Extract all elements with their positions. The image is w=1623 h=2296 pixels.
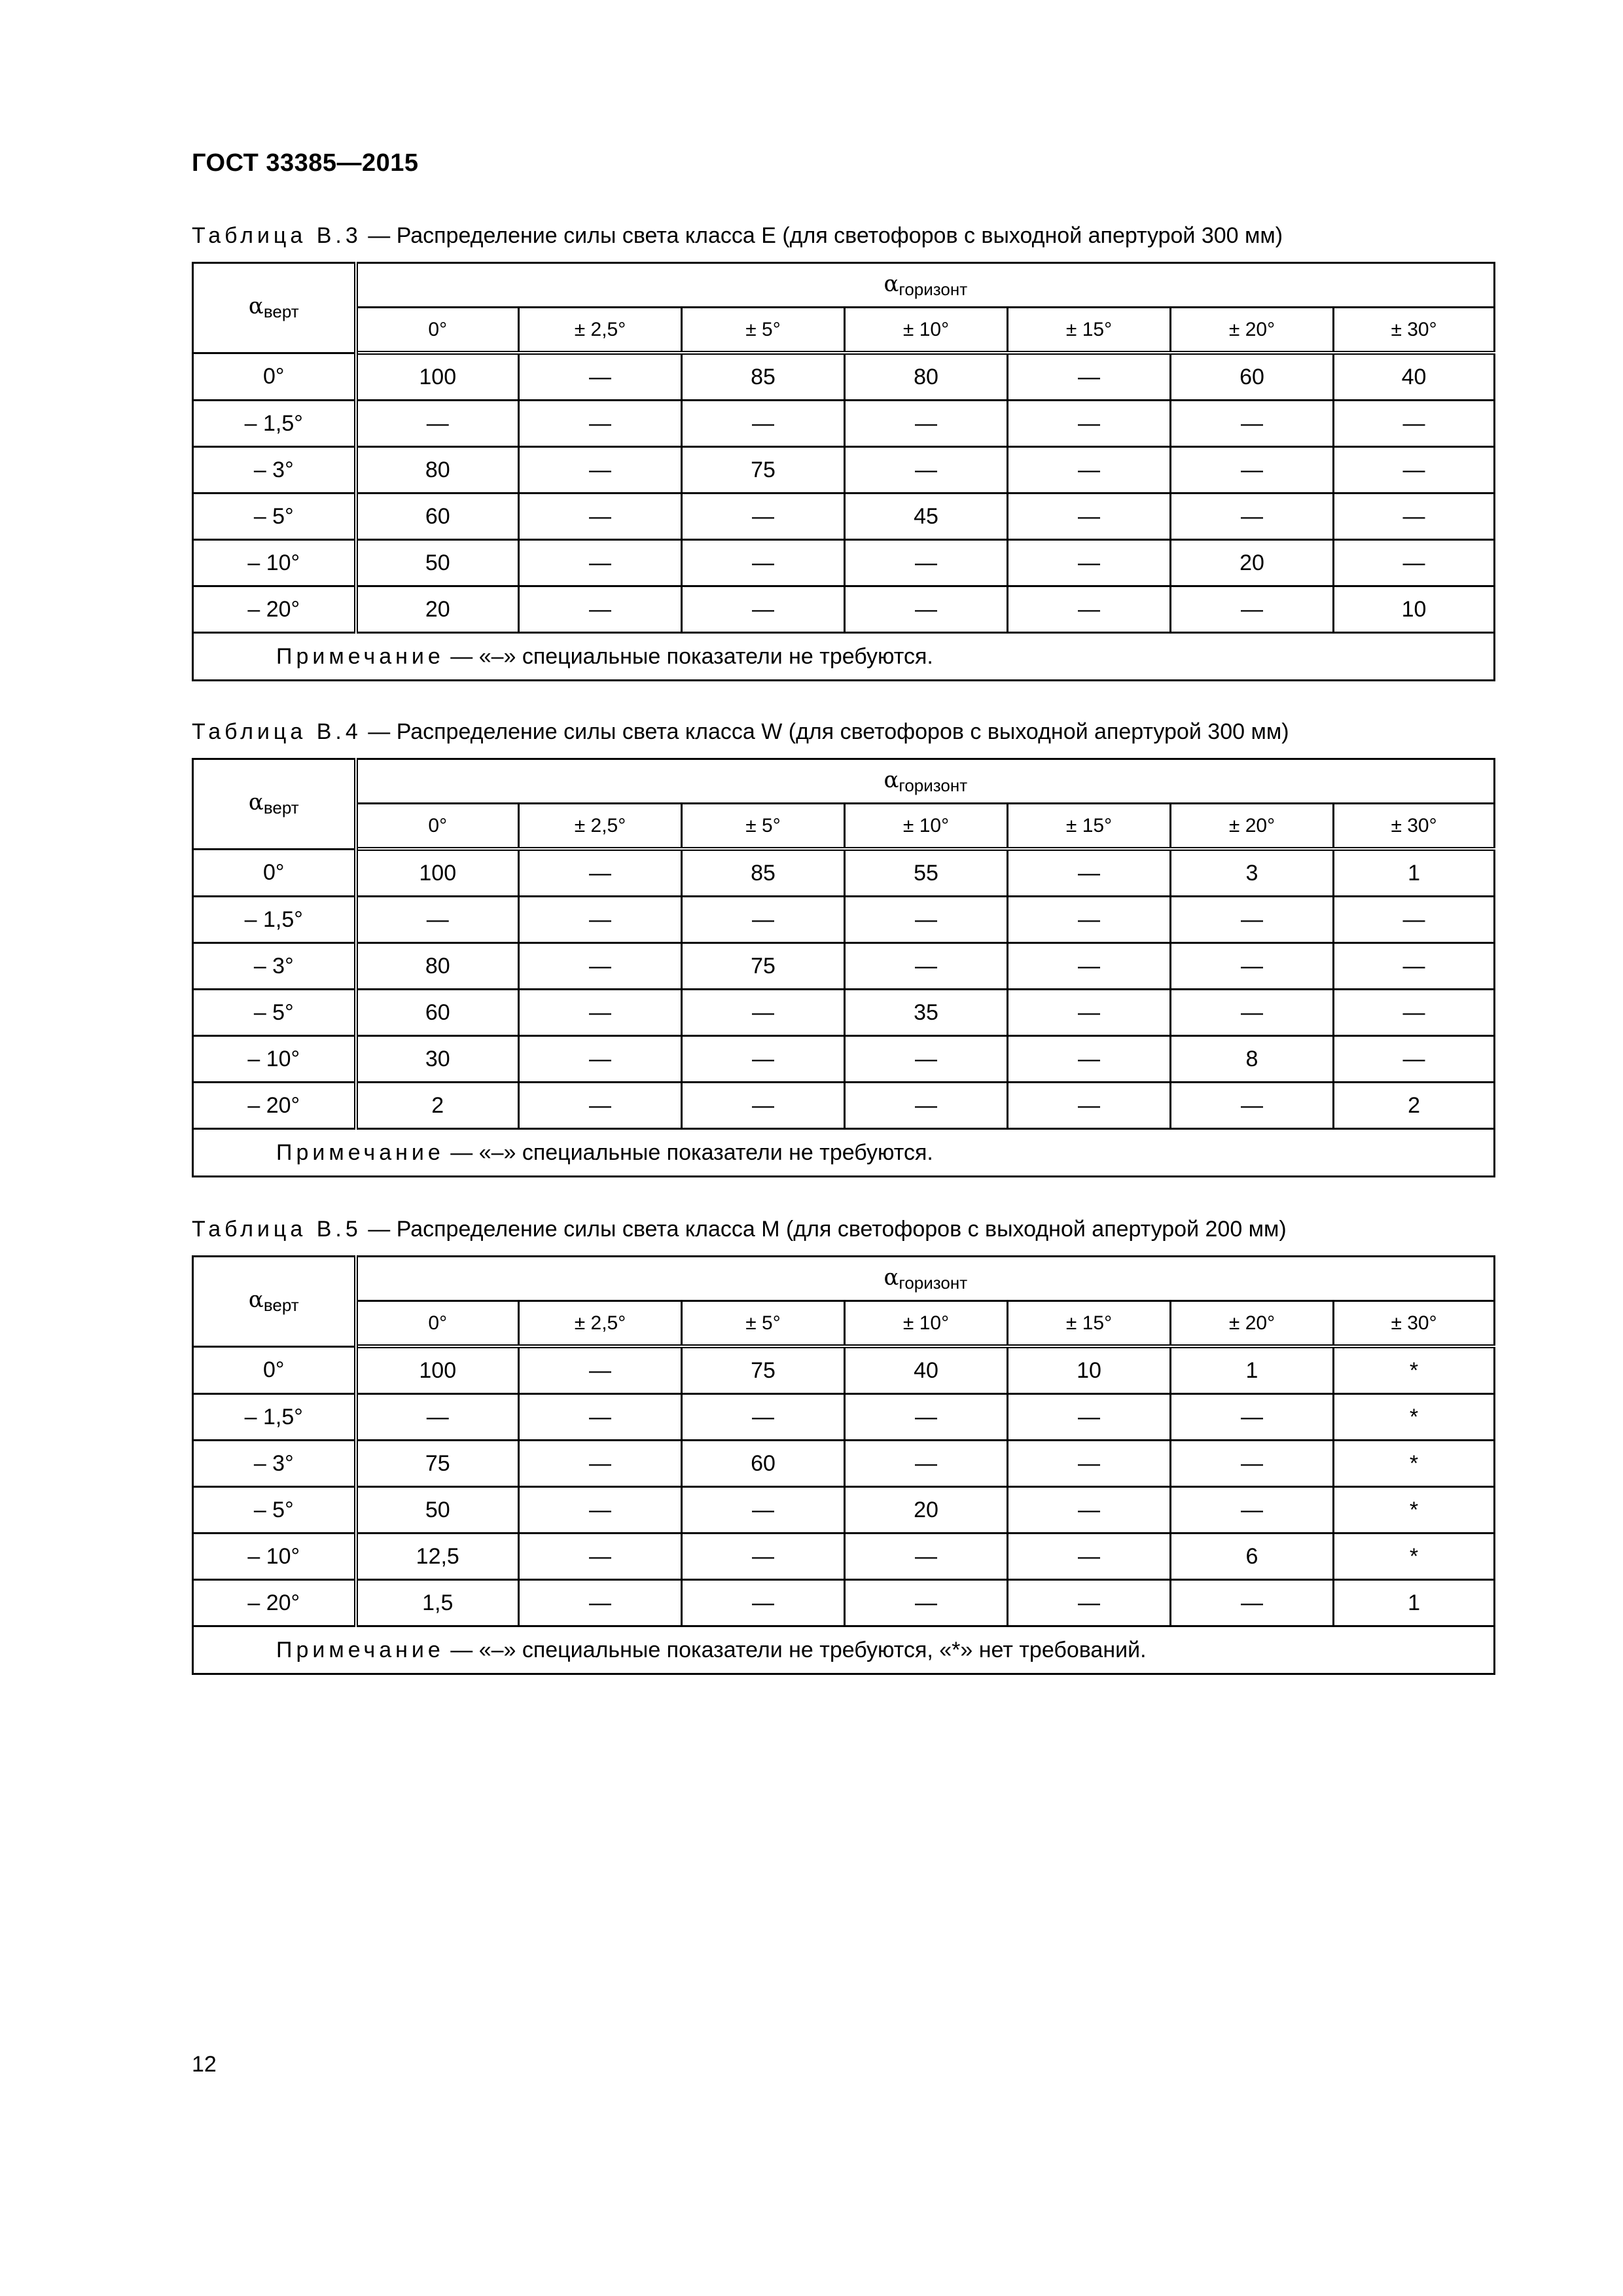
table-row	[193, 353, 1495, 401]
table-cell: —	[519, 540, 682, 586]
table-cell: —	[519, 1580, 682, 1626]
table-cell: —	[519, 1346, 682, 1394]
table-cell: —	[519, 1534, 682, 1580]
table-row	[193, 1394, 1495, 1441]
table-cell: 60	[356, 990, 519, 1036]
table-cell: 6	[1171, 1534, 1334, 1580]
table-cell: —	[519, 1441, 682, 1487]
table-cell: —	[1008, 1580, 1171, 1626]
note-text: — «–» специальные показатели не требуются.	[444, 1139, 933, 1165]
column-header: ± 10°	[845, 804, 1008, 850]
table-cell: 40	[1334, 353, 1495, 401]
row-label: – 20°	[193, 1580, 356, 1626]
table-cell: 3	[1171, 849, 1334, 897]
table-cell: —	[845, 1580, 1008, 1626]
table-cell: —	[1008, 493, 1171, 540]
table-cell: —	[519, 353, 682, 401]
table-cell: 8	[1171, 1036, 1334, 1083]
alpha-subscript: горизонт	[899, 279, 968, 299]
table-cell: 85	[682, 849, 845, 897]
alpha-subscript: верт	[263, 1295, 299, 1316]
table-cell: —	[1008, 849, 1171, 897]
table-cell: —	[1334, 943, 1495, 990]
column-header-row	[193, 308, 1495, 353]
table-block	[192, 223, 1493, 681]
table-cell: 50	[356, 1487, 519, 1534]
table-caption-label: Таблица В.4	[192, 719, 362, 744]
alpha-symbol: α	[883, 270, 899, 297]
table-cell: 100	[356, 1346, 519, 1394]
table-cell: —	[845, 1036, 1008, 1083]
alpha-symbol: α	[248, 293, 264, 320]
table-row	[193, 586, 1495, 633]
table-cell: —	[519, 1036, 682, 1083]
table-row	[193, 540, 1495, 586]
table-cell: 85	[682, 353, 845, 401]
row-label: – 1,5°	[193, 1394, 356, 1441]
table-note	[193, 633, 1495, 681]
table-cell: —	[1008, 586, 1171, 633]
table-cell: *	[1334, 1534, 1495, 1580]
table-cell: —	[1171, 897, 1334, 943]
table-cell: —	[1008, 1036, 1171, 1083]
table-cell: —	[845, 447, 1008, 493]
row-label: – 10°	[193, 1036, 356, 1083]
table-cell: —	[1171, 586, 1334, 633]
table-cell: 100	[356, 849, 519, 897]
row-label: – 5°	[193, 990, 356, 1036]
column-header: ± 2,5°	[519, 804, 682, 850]
table-cell: 75	[682, 943, 845, 990]
table-cell: *	[1334, 1346, 1495, 1394]
table-cell: —	[356, 401, 519, 447]
table-cell: —	[519, 849, 682, 897]
table-cell: —	[1334, 540, 1495, 586]
table-cell: —	[356, 897, 519, 943]
table-cell: 12,5	[356, 1534, 519, 1580]
row-label: – 1,5°	[193, 897, 356, 943]
note-row	[193, 1129, 1495, 1177]
column-header: 0°	[356, 308, 519, 353]
table-cell: —	[1008, 1487, 1171, 1534]
note-row	[193, 633, 1495, 681]
table-cell: —	[845, 1441, 1008, 1487]
table-caption-label: Таблица В.3	[192, 223, 362, 248]
header-row	[193, 1257, 1495, 1301]
row-label: – 20°	[193, 1083, 356, 1129]
table-caption	[192, 223, 1493, 249]
column-header: ± 10°	[845, 1301, 1008, 1347]
horizontal-angle-header	[356, 759, 1495, 804]
light-distribution-table	[192, 262, 1495, 681]
table-cell: —	[519, 447, 682, 493]
column-header: ± 20°	[1171, 1301, 1334, 1347]
table-cell: —	[682, 990, 845, 1036]
table-cell: —	[1334, 990, 1495, 1036]
table-cell: —	[1008, 447, 1171, 493]
column-header: ± 15°	[1008, 308, 1171, 353]
table-cell: —	[682, 1036, 845, 1083]
table-cell: 80	[356, 943, 519, 990]
table-cell: —	[1171, 1441, 1334, 1487]
table-cell: —	[1171, 1487, 1334, 1534]
table-cell: —	[845, 586, 1008, 633]
table-cell: —	[1008, 1083, 1171, 1129]
row-label: – 3°	[193, 943, 356, 990]
note-label: Примечание	[276, 1637, 444, 1662]
vertical-angle-header	[193, 1257, 356, 1347]
horizontal-angle-label	[883, 271, 967, 297]
row-label: – 5°	[193, 493, 356, 540]
table-cell: —	[519, 897, 682, 943]
table-cell: 1	[1334, 849, 1495, 897]
alpha-symbol: α	[883, 766, 899, 793]
table-cell: —	[1008, 943, 1171, 990]
table-cell: —	[356, 1394, 519, 1441]
row-label: – 10°	[193, 540, 356, 586]
table-cell: —	[1334, 1036, 1495, 1083]
table-cell: —	[682, 493, 845, 540]
table-cell: —	[845, 1394, 1008, 1441]
table-cell: 1	[1171, 1346, 1334, 1394]
table-cell: —	[845, 943, 1008, 990]
table-cell: —	[845, 1083, 1008, 1129]
column-header: ± 2,5°	[519, 308, 682, 353]
table-cell: 75	[356, 1441, 519, 1487]
horizontal-angle-label	[883, 767, 967, 793]
alpha-subscript: горизонт	[899, 1272, 968, 1293]
table-cell: 80	[845, 353, 1008, 401]
table-cell: 20	[356, 586, 519, 633]
row-label: – 20°	[193, 586, 356, 633]
alpha-symbol: α	[248, 789, 264, 816]
note-row	[193, 1626, 1495, 1674]
header-row	[193, 263, 1495, 308]
table-row	[193, 1441, 1495, 1487]
column-header: ± 20°	[1171, 804, 1334, 850]
horizontal-angle-label	[883, 1265, 967, 1291]
table-cell: *	[1334, 1487, 1495, 1534]
table-cell: 1	[1334, 1580, 1495, 1626]
table-caption-text: — Распределение силы света класса E (для светофоров с выходной апертурой 300 мм)	[361, 223, 1283, 248]
column-header: ± 20°	[1171, 308, 1334, 353]
table-cell: 60	[1171, 353, 1334, 401]
table-cell: —	[1171, 990, 1334, 1036]
table-cell: —	[845, 401, 1008, 447]
column-header: ± 5°	[682, 308, 845, 353]
table-cell: —	[1334, 493, 1495, 540]
table-cell: 50	[356, 540, 519, 586]
table-cell: —	[1334, 447, 1495, 493]
table-cell: —	[519, 401, 682, 447]
table-caption-label: Таблица В.5	[192, 1217, 362, 1242]
table-cell: —	[682, 586, 845, 633]
table-cell: —	[1008, 540, 1171, 586]
note-text: — «–» специальные показатели не требуются, «*» нет требований.	[444, 1637, 1147, 1662]
table-cell: —	[519, 1394, 682, 1441]
header-row	[193, 759, 1495, 804]
table-cell: 10	[1334, 586, 1495, 633]
table-cell: —	[1008, 990, 1171, 1036]
table-cell: —	[682, 540, 845, 586]
table-cell: —	[1008, 897, 1171, 943]
column-header: ± 30°	[1334, 308, 1495, 353]
row-label: – 10°	[193, 1534, 356, 1580]
table-cell: —	[519, 943, 682, 990]
table-cell: 2	[356, 1083, 519, 1129]
table-caption	[192, 1216, 1493, 1242]
table-note	[193, 1626, 1495, 1674]
table-cell: —	[682, 897, 845, 943]
table-caption-text: — Распределение силы света класса W (для светофоров с выходной апертурой 300 мм)	[361, 719, 1289, 744]
table-cell: 10	[1008, 1346, 1171, 1394]
table-cell: —	[1171, 447, 1334, 493]
column-header: 0°	[356, 1301, 519, 1347]
table-cell: *	[1334, 1394, 1495, 1441]
table-row	[193, 849, 1495, 897]
table-cell: —	[682, 1580, 845, 1626]
row-label: 0°	[193, 849, 356, 897]
table-row	[193, 897, 1495, 943]
table-cell: —	[1171, 1394, 1334, 1441]
note-text: — «–» специальные показатели не требуются.	[444, 643, 933, 669]
table-row	[193, 1083, 1495, 1129]
table-caption	[192, 719, 1493, 745]
column-header: ± 5°	[682, 804, 845, 850]
row-label: 0°	[193, 353, 356, 401]
table-cell: —	[682, 1083, 845, 1129]
table-cell: —	[845, 540, 1008, 586]
table-cell: —	[1334, 401, 1495, 447]
alpha-symbol: α	[883, 1264, 899, 1291]
column-header: ± 30°	[1334, 1301, 1495, 1347]
table-cell: —	[845, 897, 1008, 943]
alpha-symbol: α	[248, 1287, 264, 1314]
table-cell: 30	[356, 1036, 519, 1083]
row-label: 0°	[193, 1346, 356, 1394]
table-cell: —	[1008, 1441, 1171, 1487]
table-cell: —	[1171, 493, 1334, 540]
table-cell: 35	[845, 990, 1008, 1036]
row-label: – 5°	[193, 1487, 356, 1534]
column-header: ± 15°	[1008, 1301, 1171, 1347]
column-header: ± 5°	[682, 1301, 845, 1347]
column-header: 0°	[356, 804, 519, 850]
page-number: 12	[192, 2052, 217, 2077]
table-cell: —	[682, 1534, 845, 1580]
table-cell: —	[519, 586, 682, 633]
alpha-subscript: горизонт	[899, 775, 968, 795]
table-row	[193, 1346, 1495, 1394]
table-row	[193, 1036, 1495, 1083]
table-cell: —	[682, 401, 845, 447]
table-cell: —	[682, 1487, 845, 1534]
note-label: Примечание	[276, 643, 444, 669]
vertical-angle-label	[248, 1287, 299, 1316]
row-label: – 3°	[193, 1441, 356, 1487]
table-cell: —	[519, 493, 682, 540]
horizontal-angle-header	[356, 263, 1495, 308]
table-cell: 80	[356, 447, 519, 493]
alpha-subscript: верт	[263, 302, 299, 322]
table-cell: —	[1008, 353, 1171, 401]
row-label: – 1,5°	[193, 401, 356, 447]
table-block	[192, 719, 1493, 1177]
table-row	[193, 1580, 1495, 1626]
table-cell: 40	[845, 1346, 1008, 1394]
vertical-angle-header	[193, 263, 356, 353]
table-row	[193, 943, 1495, 990]
table-row	[193, 401, 1495, 447]
table-block	[192, 1216, 1493, 1675]
table-cell: 60	[682, 1441, 845, 1487]
table-cell: 60	[356, 493, 519, 540]
table-cell: —	[1008, 1534, 1171, 1580]
table-cell: 2	[1334, 1083, 1495, 1129]
table-cell: 100	[356, 353, 519, 401]
table-row	[193, 447, 1495, 493]
table-cell: 1,5	[356, 1580, 519, 1626]
table-cell: —	[1171, 1580, 1334, 1626]
table-cell: —	[519, 1487, 682, 1534]
table-cell: —	[682, 1394, 845, 1441]
table-cell: —	[1008, 401, 1171, 447]
table-cell: 75	[682, 1346, 845, 1394]
table-note	[193, 1129, 1495, 1177]
document-header: ГОСТ 33385—2015	[192, 149, 419, 177]
table-row	[193, 493, 1495, 540]
light-distribution-table	[192, 758, 1495, 1177]
table-cell: —	[519, 1083, 682, 1129]
table-row	[193, 1487, 1495, 1534]
table-cell: —	[1171, 401, 1334, 447]
table-cell: *	[1334, 1441, 1495, 1487]
vertical-angle-label	[248, 293, 299, 322]
column-header: ± 2,5°	[519, 1301, 682, 1347]
column-header: ± 10°	[845, 308, 1008, 353]
note-label: Примечание	[276, 1139, 444, 1165]
table-cell: —	[519, 990, 682, 1036]
column-header-row	[193, 804, 1495, 850]
table-cell: —	[1171, 943, 1334, 990]
alpha-subscript: верт	[263, 798, 299, 818]
table-cell: 55	[845, 849, 1008, 897]
table-cell: 45	[845, 493, 1008, 540]
vertical-angle-label	[249, 789, 299, 816]
table-cell: —	[1171, 1083, 1334, 1129]
table-cell: 20	[845, 1487, 1008, 1534]
table-cell: —	[1008, 1394, 1171, 1441]
table-caption-text: — Распределение силы света класса M (для светофоров с выходной апертурой 200 мм)	[361, 1217, 1287, 1242]
row-label: – 3°	[193, 447, 356, 493]
column-header: ± 15°	[1008, 804, 1171, 850]
light-distribution-table	[192, 1255, 1495, 1675]
vertical-angle-header	[193, 759, 356, 850]
column-header: ± 30°	[1334, 804, 1495, 850]
column-header-row	[193, 1301, 1495, 1347]
table-row	[193, 990, 1495, 1036]
table-cell: 20	[1171, 540, 1334, 586]
table-cell: —	[1334, 897, 1495, 943]
table-cell: —	[845, 1534, 1008, 1580]
horizontal-angle-header	[356, 1257, 1495, 1301]
table-row	[193, 1534, 1495, 1580]
table-cell: 75	[682, 447, 845, 493]
